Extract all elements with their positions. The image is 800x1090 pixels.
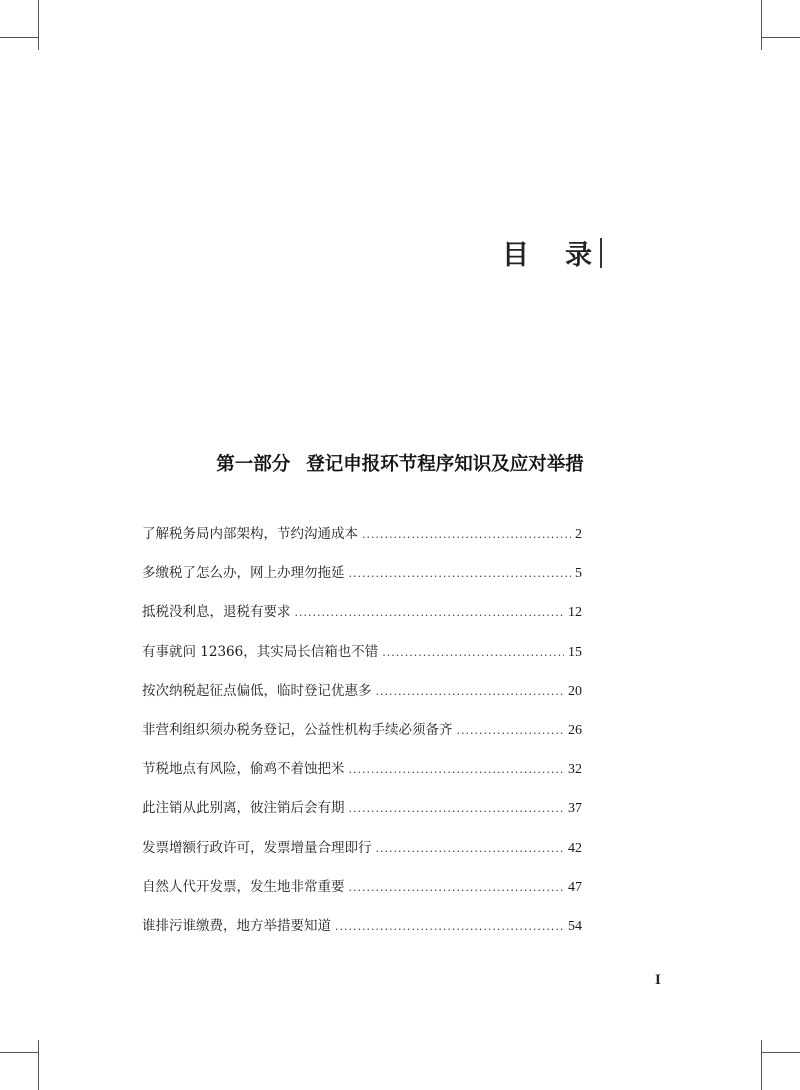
toc-list: [142, 522, 582, 953]
toc-entry-page: 42: [568, 840, 582, 856]
toc-entry-page: 37: [568, 801, 582, 817]
toc-entry-title: 谁排污谁缴费，地方举措要知道: [142, 917, 331, 934]
toc-entry[interactable]: [142, 757, 582, 796]
toc-entry-leader: [349, 881, 565, 894]
toc-entry[interactable]: [142, 796, 582, 835]
toc-entry-title: 按次纳税起征点偏低，临时登记优惠多: [142, 682, 372, 699]
toc-entry-leader: [376, 842, 565, 855]
crop-mark-bottom-right-h: [762, 1052, 800, 1053]
toc-entry-leader: [362, 528, 571, 541]
toc-entry-title: 节税地点有风险，偷鸡不着蚀把米: [142, 761, 345, 778]
toc-entry-leader: [295, 606, 565, 619]
toc-entry[interactable]: [142, 914, 582, 953]
crop-mark-top-left-h: [0, 37, 38, 38]
crop-mark-top-right-h: [762, 37, 800, 38]
toc-entry[interactable]: [142, 640, 582, 679]
toc-entry-page: 15: [568, 644, 582, 660]
toc-entry[interactable]: [142, 836, 582, 875]
toc-entry-page: 54: [568, 918, 582, 934]
toc-heading-bar: [600, 238, 602, 268]
crop-mark-bottom-right-v: [761, 1040, 762, 1090]
crop-mark-top-left-v: [38, 0, 39, 50]
toc-entry-title: 多缴税了怎么办，网上办理勿拖延: [142, 565, 345, 582]
toc-entry-title: 了解税务局内部架构，节约沟通成本: [142, 526, 358, 542]
toc-heading-char-1: 目: [502, 240, 529, 271]
toc-entry[interactable]: [142, 561, 582, 600]
toc-entry-title: 有事就问 12366，其实局长信箱也不错: [142, 643, 379, 660]
toc-entry-leader: [349, 763, 565, 776]
toc-entry-leader: [349, 567, 572, 580]
toc-heading: [502, 233, 602, 272]
toc-entry[interactable]: [142, 875, 582, 914]
page-number: I: [655, 972, 661, 988]
crop-mark-bottom-left-v: [38, 1040, 39, 1090]
toc-entry-title: 此注销从此别离，彼注销后会有期: [142, 800, 345, 817]
toc-entry[interactable]: [142, 522, 582, 561]
part-title: [0, 450, 800, 476]
toc-entry-page: 32: [568, 762, 582, 778]
toc-entry[interactable]: [142, 679, 582, 718]
toc-entry-page: 2: [575, 527, 582, 542]
toc-entry-leader: [335, 920, 564, 933]
part-name: 登记申报环节程序知识及应对举措: [306, 454, 584, 475]
toc-entry-page: 12: [568, 605, 582, 621]
toc-entry-title: 发票增额行政许可，发票增量合理即行: [142, 839, 372, 856]
toc-entry[interactable]: [142, 600, 582, 639]
toc-heading-char-2: 录: [565, 240, 592, 271]
crop-mark-bottom-left-h: [0, 1052, 38, 1053]
toc-entry-page: 5: [575, 566, 582, 582]
toc-entry-leader: [376, 685, 565, 698]
toc-entry-title: 抵税没利息，退税有要求: [142, 604, 291, 621]
toc-entry-page: 47: [568, 879, 582, 895]
part-number: 第一部分: [216, 454, 291, 475]
toc-entry-title: 自然人代开发票，发生地非常重要: [142, 878, 345, 895]
toc-entry-page: 26: [568, 722, 582, 738]
toc-entry-leader: [457, 724, 565, 737]
toc-entry-leader: [382, 646, 564, 659]
toc-entry[interactable]: [142, 718, 582, 757]
toc-entry-page: 20: [568, 683, 582, 699]
toc-entry-leader: [349, 802, 565, 815]
toc-entry-title: 非营利组织须办税务登记，公益性机构手续必须备齐: [142, 721, 453, 738]
crop-mark-top-right-v: [761, 0, 762, 50]
